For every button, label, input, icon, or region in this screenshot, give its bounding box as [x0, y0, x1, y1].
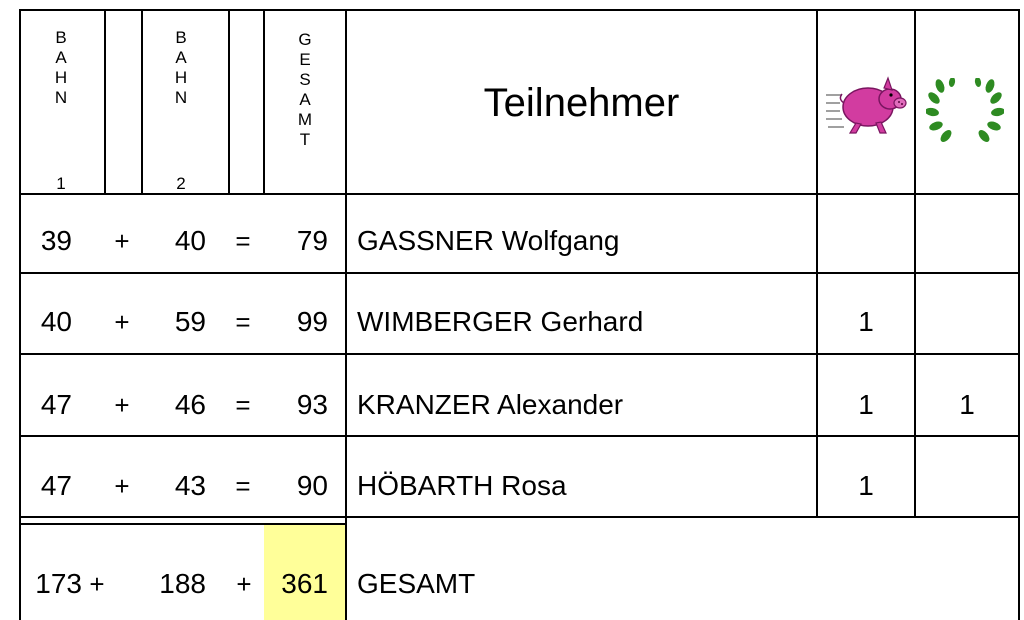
- bahn1-score: 47: [40, 470, 72, 501]
- bahn2-score: 43: [174, 470, 206, 501]
- bahn2-score: 59: [174, 306, 206, 337]
- bahn1-letter: N: [54, 88, 68, 107]
- plus-sign: +: [114, 307, 130, 337]
- bahn2-letter: H: [174, 68, 188, 87]
- pig-count: 1: [858, 470, 874, 501]
- participant-name: WIMBERGER Gerhard: [357, 306, 644, 337]
- equals-sign: =: [235, 471, 251, 501]
- column-header-teilnehmer: Teilnehmer: [483, 81, 680, 125]
- bahn2-letter: B: [175, 28, 187, 47]
- pink-pig-icon: [824, 73, 910, 139]
- gesamt-letter: E: [299, 50, 311, 69]
- bahn2-letter: A: [175, 48, 187, 67]
- gesamt-letter: T: [299, 130, 311, 149]
- total-score: 99: [296, 306, 328, 337]
- bahn1-score: 47: [40, 389, 72, 420]
- laurel-wreath-icon: [926, 78, 1004, 144]
- equals-sign: =: [235, 226, 251, 256]
- total-score: 79: [296, 225, 328, 256]
- plus-sign: +: [236, 569, 252, 599]
- plus-sign: +: [114, 471, 130, 501]
- summary-bahn2: 188: [159, 568, 206, 599]
- equals-sign: =: [235, 307, 251, 337]
- total-score: 90: [296, 470, 328, 501]
- participant-name: KRANZER Alexander: [357, 389, 624, 420]
- summary-total: 361: [281, 568, 328, 599]
- bahn1-score: 39: [40, 225, 72, 256]
- equals-sign: =: [235, 390, 251, 420]
- bahn2-number: 2: [176, 174, 186, 193]
- summary-label: GESAMT: [357, 568, 476, 599]
- gesamt-letter: M: [297, 110, 313, 129]
- bahn1-letter: H: [54, 68, 68, 87]
- participant-name: HÖBARTH Rosa: [357, 470, 567, 501]
- total-score: 93: [296, 389, 328, 420]
- gesamt-letter: S: [299, 70, 311, 89]
- bahn2-letter: N: [174, 88, 188, 107]
- summary-bahn1: 173: [35, 568, 82, 599]
- plus-sign: +: [114, 226, 130, 256]
- gesamt-letter: A: [299, 90, 311, 109]
- participant-name: GASSNER Wolfgang: [357, 225, 620, 256]
- plus-sign: +: [89, 569, 105, 599]
- bahn2-score: 40: [174, 225, 206, 256]
- bahn2-score: 46: [174, 389, 206, 420]
- bahn1-number: 1: [56, 174, 66, 193]
- gesamt-letter: G: [298, 30, 312, 49]
- plus-sign: +: [114, 390, 130, 420]
- wreath-count: 1: [959, 389, 975, 420]
- bahn1-score: 40: [40, 306, 72, 337]
- bahn1-letter: A: [55, 48, 67, 67]
- bahn1-letter: B: [55, 28, 67, 47]
- pig-count: 1: [858, 306, 874, 337]
- pig-count: 1: [858, 389, 874, 420]
